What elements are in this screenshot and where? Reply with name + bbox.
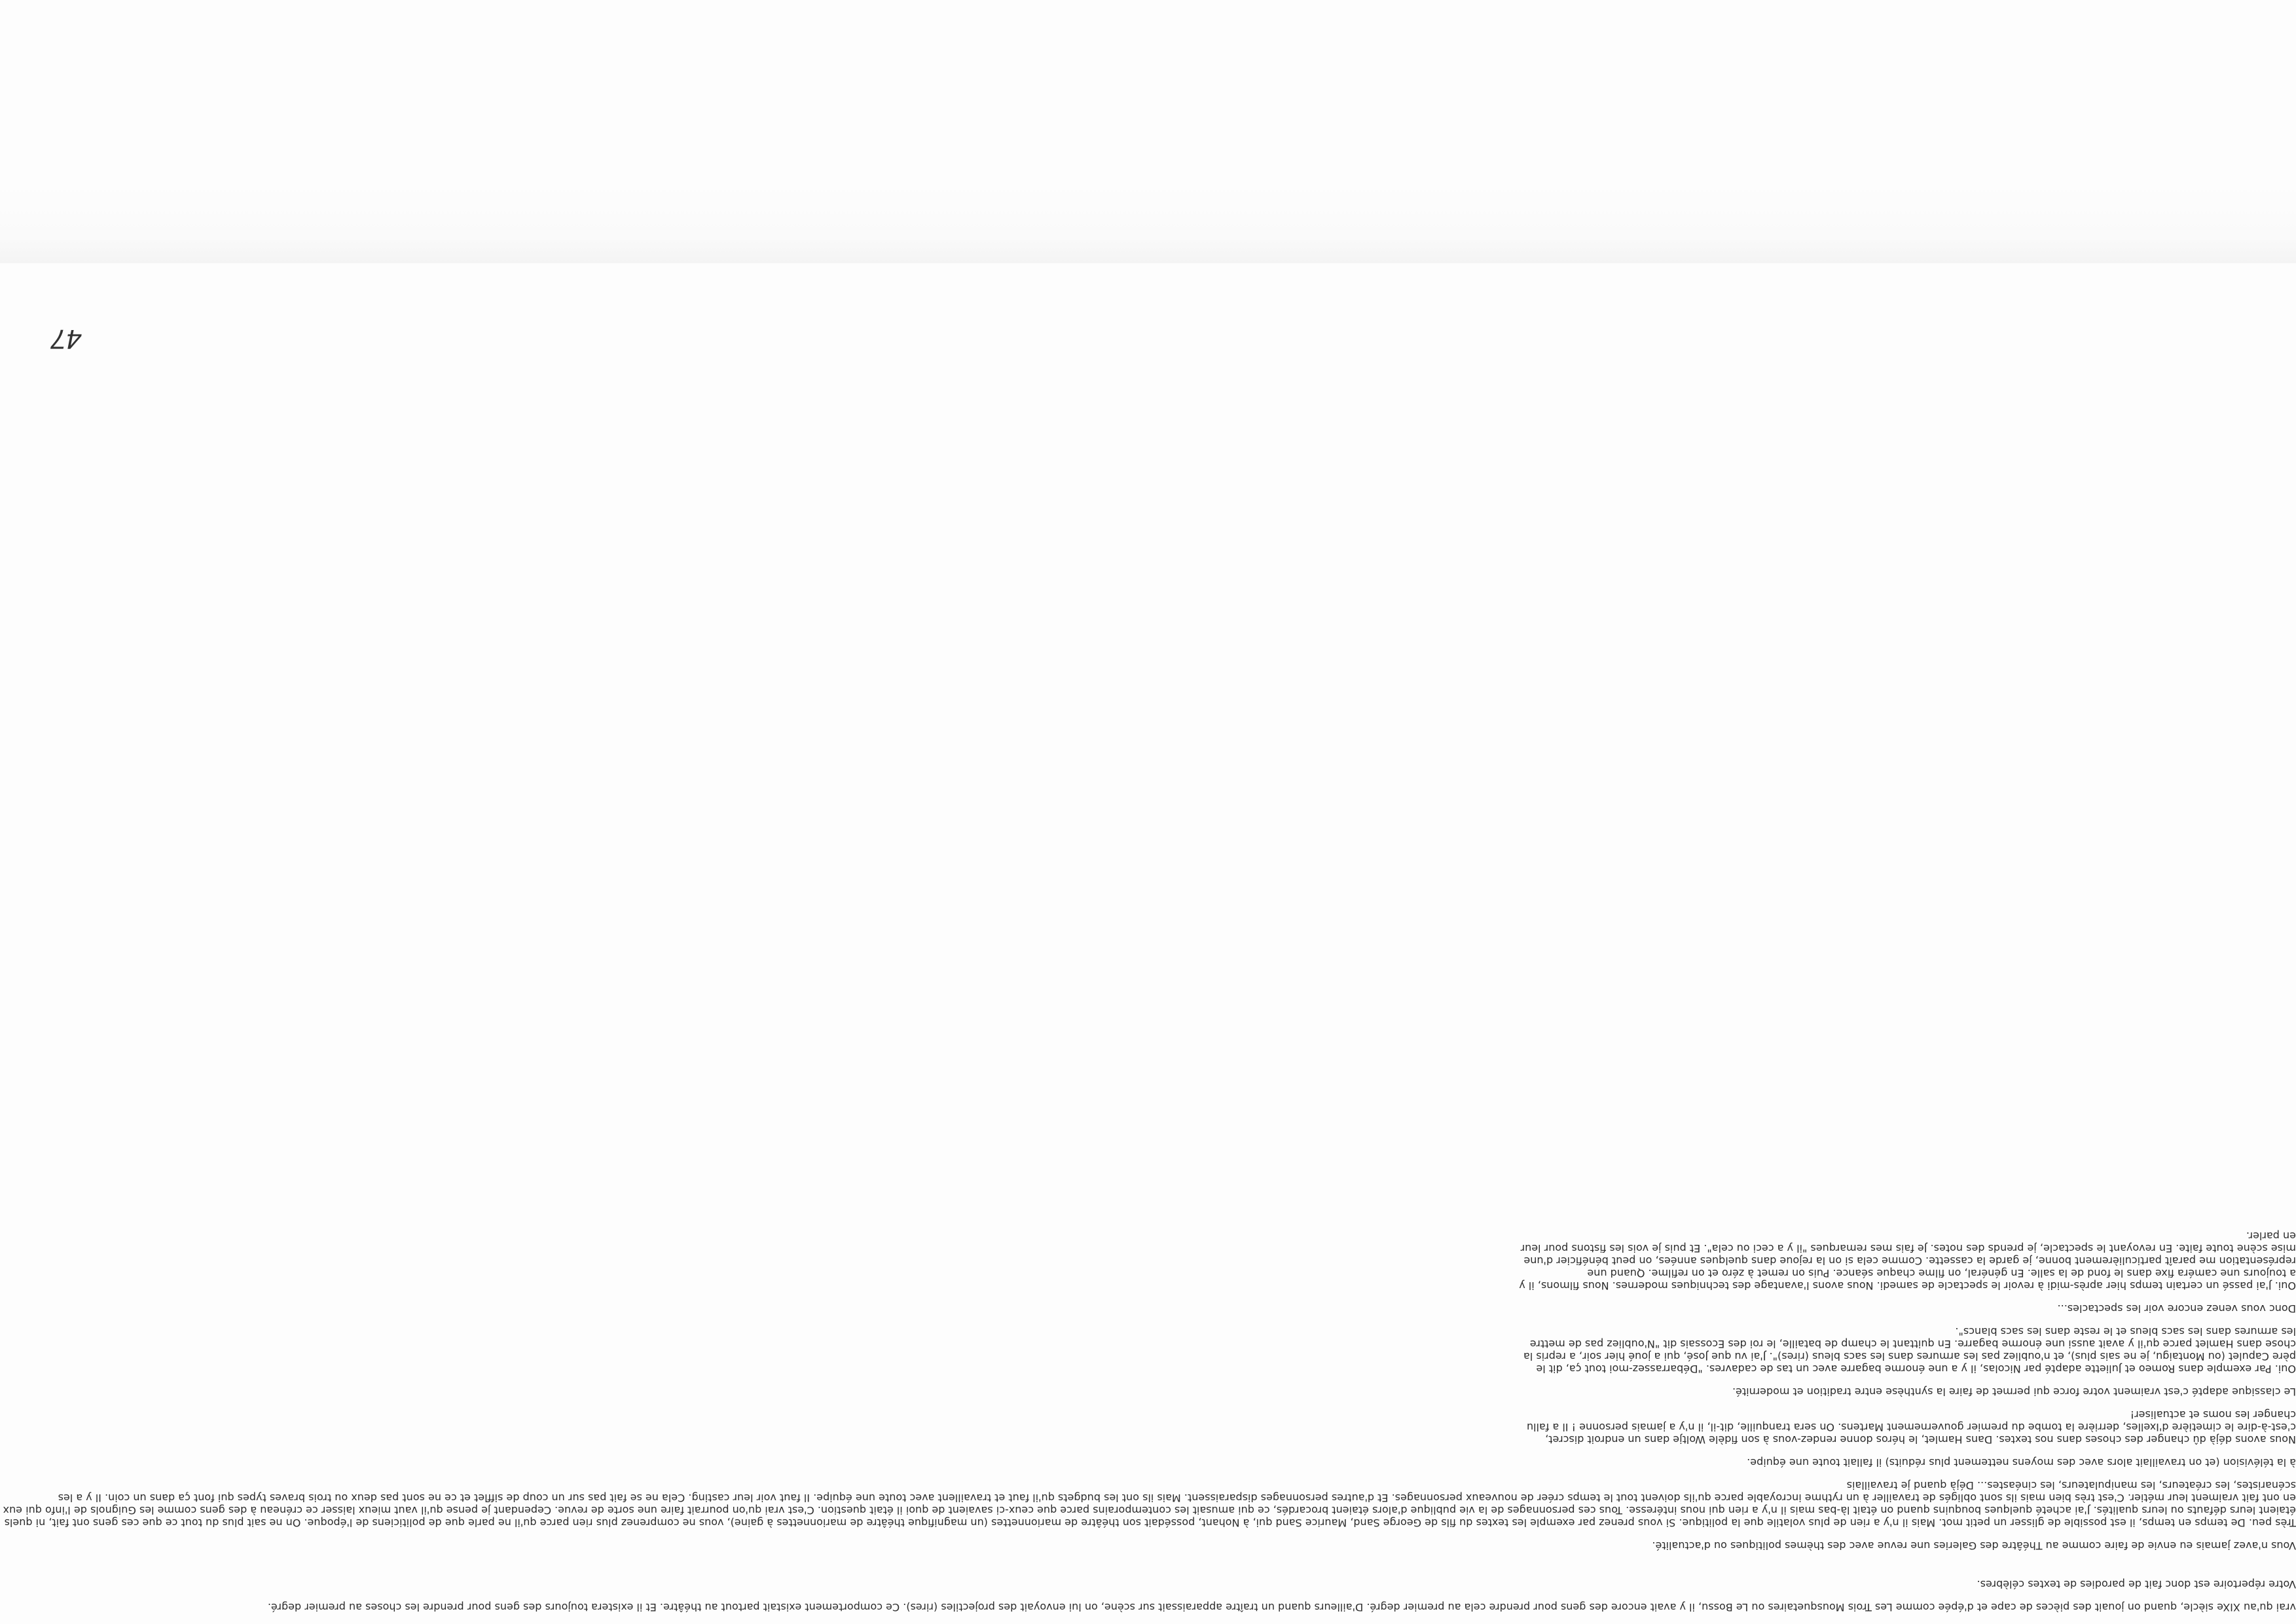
paragraph: Très peu. De temps en temps, il est possible de glisser un petit mot. Mais il n'y a rien de plus volatile que la politique. Si vous prenez par exemple les textes du fils de George Sand, Maurice Sand qui, à Nohant, possédait son théâtre de marionnettes (un magnifique théâtre de marionnettes à gaine), vous ne comprenez plus rien parce qu'il ne parle que de politiciens de l'époque. On ne sait plus du tout ce que ces gens ont fait, ni quels étaient leurs défauts ou leurs qualités. J'ai acheté quelques bouquins quand on était là-bas mais il n'y a rien qui nous intéresse. Tous ces personnages de la vie publique d'alors étaient brocardés, ce qui amusait les contemporains parce que ceux-ci savaient de quoi il était question. C'est vrai qu'on pourrait faire une sorte de revue. Cependant je pense qu'il vaut mieux laisser ce créneau à des gens comme les Guignols de l'info qui eux en ont fait vraiment leur métier. C'est très bien mais ils sont obligés de travailler à un rythme incroyable parce qu'ils doivent tout le temps créer de nouveaux personnages. Et d'autres personnages disparaissent. Mais ils ont les budgets qu'il faut et travaillent avec toute une équipe. Il faut voir leur casting. Cela ne se fait pas sur un coup de sifflet et ce ne sont pas deux ou trois braves types qui font ça dans un coin. Il y a les scénaristes, les créateurs, les manipulateurs, les cinéastes... Déjà quand je travaillais [3, 1479, 2296, 1529]
column-right [1517, 1230, 2296, 1469]
paragraph: Oui. J'ai passé un certain temps hier après-midi à revoir le spectacle de samedi. Nous avons l'avantage des techniques modernes. Nous filmons, il y a toujours une caméra fixe dans le fond de la salle. En général, on filme chaque séance. Puis on remet à zéro et on refilme. Quand une représentation me paraît particulièrement bonne, je garde la cassette. Comme cela si on la rejoue dans quelques années, on peut bénéficier d'une mise scène toute faite. En revoyant le spectacle, je prends des notes. Je fais mes remarques "il y a ceci ou cela". Et puis je vois les fistons pour leur en parler. [1519, 1230, 2296, 1292]
interview-question: Votre répertoire est donc fait de parodies de textes célèbres. [1977, 1578, 2296, 1591]
paragraph: vrai qu'au XIXe siècle, quand on jouait des pièces de cape et d'épée comme Les Trois Mousquetaires ou Le Bossu, il y avait encore des gens pour prendre cela au premier degré. D'ailleurs quand un traître apparaissait sur scène, on lui envoyait des projectiles (rires). Ce comportement existait partout au théâtre. Et il existera toujours des gens pour prendre les choses au premier degré. [267, 1601, 2296, 1614]
page-fold-shadow [0, 0, 2296, 263]
paragraph: à la télévision (et on travaillait alors avec des moyens nettement plus réduits) il fallait toute une équipe. [1747, 1456, 2296, 1469]
column-left [0, 1479, 2296, 1614]
interview-question: Vous n'avez jamais eu envie de faire comme au Théâtre des Galeries une revue avec des thèmes politiques ou d'actualité. [1652, 1540, 2296, 1552]
interview-question: Le classique adapté c'est vraiment votre force qui permet de faire la synthèse entre tradition et modernité. [1732, 1386, 2296, 1398]
paragraph: Nous avons déjà dû changer des choses dans nos textes. Dans Hamlet, le héros donne rendez-vous à son fidèle Woltje dans un endroit discret, c'est-à-dire le cimetière d'Ixelles, derrière la tombe du premier gouvernement Martens. On sera tranquille, dit-il, il n'y a jamais personne ! Il a fallu changer les noms et actualiser! [1526, 1409, 2296, 1446]
page-number: 47 [51, 324, 82, 355]
interview-question: Donc vous venez encore voir les spectacles... [2057, 1302, 2296, 1315]
paragraph: Oui. Par exemple dans Romeo et Juliette adapté par Nicolas, il y a une énorme bagarre avec un tas de cadavres. "Débarrassez-moi tout ça, dit le père Capulet (ou Montaigu, je ne sais plus), et n'oubliez pas les armures dans les sacs bleus (rires)". J'ai vu que José, qui a joué hier soir, a repris la chose dans Hamlet parce qu'il y avait aussi une énorme bagarre. En quittant le champ de bataille, le roi des Ecossais dit "N'oubliez pas de mettre les armures dans les sacs bleus et le reste dans les sacs blancs". [1523, 1325, 2296, 1375]
